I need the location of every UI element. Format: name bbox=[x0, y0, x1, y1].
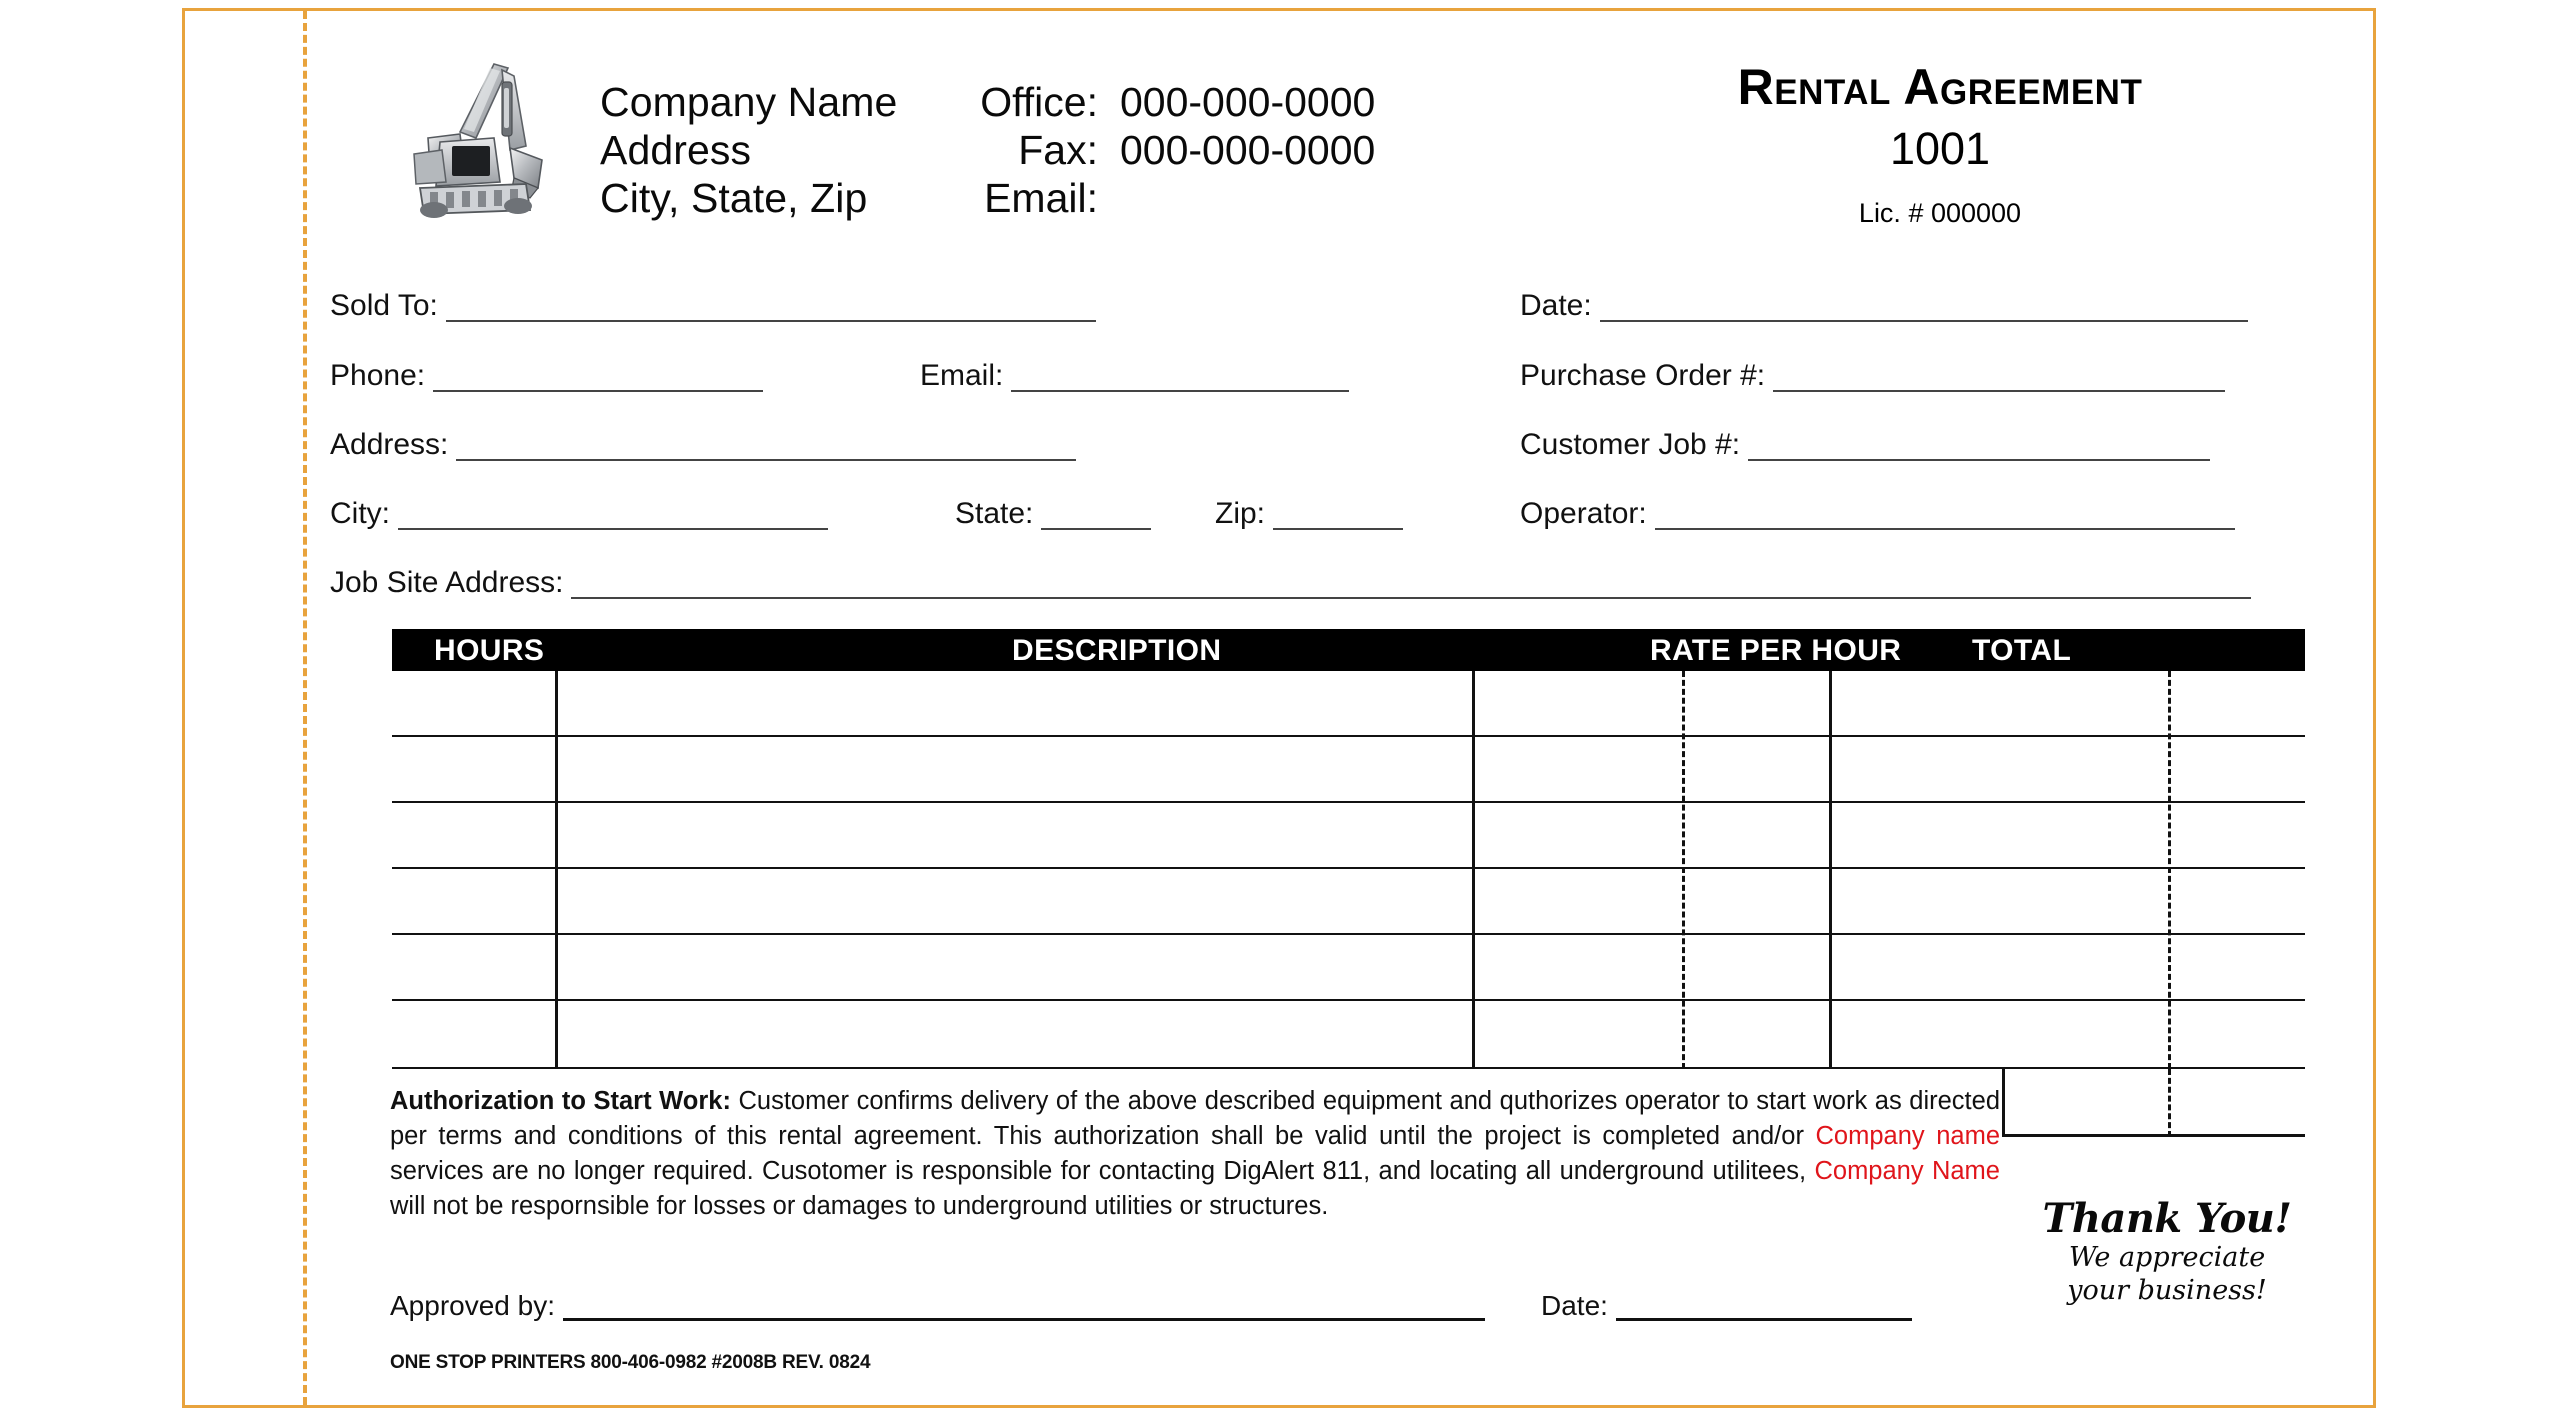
field-date bbox=[1520, 290, 2248, 322]
field-address bbox=[330, 429, 1076, 461]
excavator-icon bbox=[390, 42, 570, 232]
table-row[interactable] bbox=[392, 867, 2305, 869]
office-label: Office: bbox=[980, 79, 1098, 125]
email-label: Email: bbox=[984, 175, 1098, 221]
signature-row bbox=[390, 1290, 1912, 1321]
approved-by-label: Approved by: bbox=[390, 1290, 555, 1321]
job-site-address-label: Job Site Address: bbox=[330, 566, 564, 599]
page-title: Rental Agreement bbox=[1737, 59, 2143, 115]
field-purchase-order bbox=[1520, 360, 2225, 392]
column-header-rate: RATE PER HOUR bbox=[1650, 634, 1902, 667]
office-row bbox=[930, 78, 1530, 126]
company-name-placeholder-1: Company name bbox=[1815, 1122, 2000, 1150]
column-divider-rate bbox=[1829, 671, 1832, 1069]
customer-fields bbox=[330, 290, 2350, 620]
sold-to-label: Sold To: bbox=[330, 289, 438, 322]
field-zip bbox=[1215, 498, 1403, 530]
column-header-description: DESCRIPTION bbox=[1012, 634, 1222, 667]
state-label: State: bbox=[955, 497, 1034, 530]
form-header bbox=[330, 30, 2340, 270]
operator-label: Operator: bbox=[1520, 497, 1647, 530]
field-phone bbox=[330, 360, 763, 392]
state-input[interactable] bbox=[1041, 498, 1151, 530]
table-row[interactable] bbox=[392, 999, 2305, 1001]
document-number: 1001 bbox=[1889, 123, 1991, 174]
email-field-label: Email: bbox=[920, 359, 1004, 392]
company-name-placeholder-2: Company Name bbox=[1814, 1157, 2000, 1185]
company-info bbox=[600, 78, 897, 222]
fax-row bbox=[930, 126, 1530, 174]
line-items-table bbox=[392, 629, 2305, 1069]
field-city bbox=[330, 498, 828, 530]
email-row bbox=[930, 174, 1530, 222]
thank-you-headline: Thank You! bbox=[2042, 1195, 2292, 1242]
cents-divider-rate bbox=[1682, 671, 1685, 1069]
date-label: Date: bbox=[1520, 289, 1592, 322]
operator-input[interactable] bbox=[1655, 498, 2235, 530]
table-row[interactable] bbox=[392, 801, 2305, 803]
cents-divider-total bbox=[2168, 671, 2171, 1069]
authorization-heading: Authorization to Start Work: bbox=[390, 1087, 731, 1115]
approved-by-input[interactable] bbox=[563, 1290, 1485, 1321]
table-row[interactable] bbox=[392, 933, 2305, 935]
grand-total-box[interactable] bbox=[2002, 1069, 2305, 1137]
zip-input[interactable] bbox=[1273, 498, 1403, 530]
column-divider-description bbox=[1472, 671, 1475, 1069]
company-name: Company Name bbox=[600, 79, 898, 125]
city-label: City: bbox=[330, 497, 390, 530]
customer-job-label: Customer Job #: bbox=[1520, 428, 1741, 461]
authorization-part1: Customer confirms delivery of the above described equipment and quthorizes operator to start work as directed per terms and conditions of this rental agreement. This authorization shall be valid until the project is completed and/or bbox=[390, 1087, 2000, 1150]
document-title-block bbox=[1590, 60, 2290, 230]
table-body bbox=[392, 671, 2305, 1069]
date-input[interactable] bbox=[1600, 290, 2248, 322]
thank-you-line-three: your business! bbox=[2067, 1275, 2267, 1306]
address-input[interactable] bbox=[456, 429, 1076, 461]
table-header-bar bbox=[392, 629, 2305, 671]
customer-job-input[interactable] bbox=[1748, 429, 2210, 461]
printer-footer: ONE STOP PRINTERS 800-406-0982 #2008B REV. 0824 bbox=[390, 1352, 871, 1373]
signature-date-input[interactable] bbox=[1616, 1290, 1912, 1321]
fax-value: 000-000-0000 bbox=[1120, 127, 1376, 173]
perforation-line bbox=[303, 11, 307, 1405]
contact-info bbox=[930, 78, 1530, 222]
authorization-part3: will not be respornsible for losses or damages to underground utilities or structures. bbox=[390, 1192, 1329, 1220]
phone-label: Phone: bbox=[330, 359, 426, 392]
authorization-paragraph bbox=[390, 1084, 2000, 1224]
field-email bbox=[920, 360, 1349, 392]
license-number: Lic. # 000000 bbox=[1858, 198, 2022, 228]
thank-you-block bbox=[2022, 1197, 2312, 1307]
thank-you-line-two: We appreciate bbox=[2068, 1242, 2266, 1273]
zip-label: Zip: bbox=[1215, 497, 1266, 530]
company-city-state-zip: City, State, Zip bbox=[600, 175, 868, 221]
field-operator bbox=[1520, 498, 2235, 530]
job-site-address-input[interactable] bbox=[571, 567, 2251, 599]
company-address: Address bbox=[600, 127, 752, 173]
cents-divider-grand-total bbox=[2168, 1069, 2171, 1137]
field-job-site-address bbox=[330, 567, 2251, 599]
address-label: Address: bbox=[330, 428, 449, 461]
signature-date-label: Date: bbox=[1541, 1290, 1608, 1321]
email-input[interactable] bbox=[1011, 360, 1349, 392]
fax-label: Fax: bbox=[1018, 127, 1098, 173]
phone-input[interactable] bbox=[433, 360, 763, 392]
city-input[interactable] bbox=[398, 498, 828, 530]
field-customer-job bbox=[1520, 429, 2210, 461]
authorization-part2: services are no longer required. Cusotomer is responsible for contacting DigAlert 811, and locating all underground utilitees, bbox=[390, 1157, 1815, 1185]
field-sold-to bbox=[330, 290, 1096, 322]
field-state bbox=[955, 498, 1151, 530]
office-value: 000-000-0000 bbox=[1120, 79, 1376, 125]
column-header-hours: HOURS bbox=[434, 634, 545, 667]
column-header-total: TOTAL bbox=[1972, 634, 2072, 667]
purchase-order-label: Purchase Order #: bbox=[1520, 359, 1766, 392]
table-row[interactable] bbox=[392, 735, 2305, 737]
column-divider-hours bbox=[555, 671, 558, 1069]
purchase-order-input[interactable] bbox=[1773, 360, 2225, 392]
sold-to-input[interactable] bbox=[446, 290, 1096, 322]
